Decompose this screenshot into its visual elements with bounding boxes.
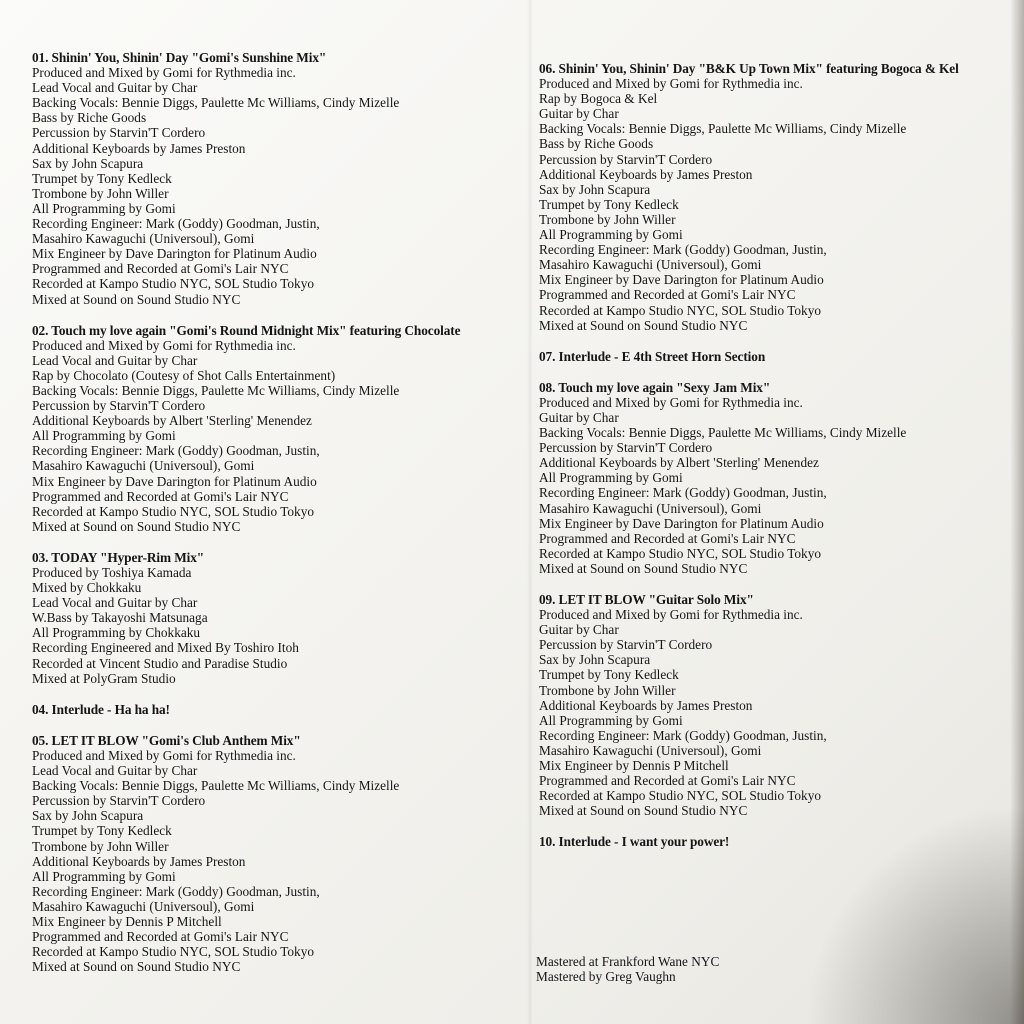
mastering-line: Mastered at Frankford Wane NYC <box>536 954 720 969</box>
track-block <box>32 550 527 686</box>
credit-line: Trombone by John Willer <box>32 185 169 201</box>
credit-line: Recorded at Kampo Studio NYC, SOL Studio Tokyo <box>539 788 821 804</box>
credit-line: Trombone by John Willer <box>539 682 676 698</box>
credit-line: Trumpet by Tony Kedleck <box>539 667 679 683</box>
credit-line: Percussion by Starvin'T Cordero <box>32 125 206 141</box>
credit-line: W.Bass by Takayoshi Matsunaga <box>32 610 208 626</box>
credit-line: Recording Engineer: Mark (Goddy) Goodman, Justin, <box>32 443 320 459</box>
credit-line: Lead Vocal and Guitar by Char <box>32 595 198 611</box>
credit-line: Recording Engineer: Mark (Goddy) Goodman, Justin, <box>539 242 827 258</box>
credit-line: Programmed and Recorded at Gomi's Lair NYC <box>539 287 796 303</box>
credit-line: Programmed and Recorded at Gomi's Lair NYC <box>32 261 289 277</box>
credit-line: Mixed at Sound on Sound Studio NYC <box>539 317 748 333</box>
credit-line: Recording Engineer: Mark (Goddy) Goodman, Justin, <box>32 216 320 232</box>
credit-line: Recorded at Vincent Studio and Paradise Studio <box>32 655 288 671</box>
credit-line: Recording Engineered and Mixed By Toshiro Itoh <box>32 640 299 656</box>
credit-line: Sax by John Scapura <box>32 808 144 824</box>
credit-line: Percussion by Starvin'T Cordero <box>539 637 713 653</box>
credit-line: Produced and Mixed by Gomi for Rythmedia inc. <box>32 747 296 763</box>
credit-line: Programmed and Recorded at Gomi's Lair NYC <box>32 929 289 945</box>
credit-line: Produced and Mixed by Gomi for Rythmedia inc. <box>32 337 296 353</box>
credit-line: All Programming by Gomi <box>32 868 176 884</box>
credit-line: Sax by John Scapura <box>539 181 651 197</box>
credit-line: Lead Vocal and Guitar by Char <box>32 80 198 96</box>
credit-line: Backing Vocals: Bennie Diggs, Paulette Mc Williams, Cindy Mizelle <box>32 778 400 794</box>
track-block <box>32 323 527 534</box>
credit-line: Recorded at Kampo Studio NYC, SOL Studio Tokyo <box>32 276 314 292</box>
credit-line: Mixed at Sound on Sound Studio NYC <box>32 959 241 975</box>
credit-line: Masahiro Kawaguchi (Universoul), Gomi <box>32 458 255 474</box>
credit-line: Percussion by Starvin'T Cordero <box>32 793 206 809</box>
track-block <box>539 349 1019 364</box>
credit-line: Produced and Mixed by Gomi for Rythmedia inc. <box>539 394 803 410</box>
credit-line: Additional Keyboards by James Preston <box>539 166 753 182</box>
credit-line: Additional Keyboards by James Preston <box>32 853 246 869</box>
credit-line: Programmed and Recorded at Gomi's Lair NYC <box>539 530 796 546</box>
credit-line: Trumpet by Tony Kedleck <box>32 823 172 839</box>
credit-line: Mixed at Sound on Sound Studio NYC <box>32 291 241 307</box>
credit-line: Recording Engineer: Mark (Goddy) Goodman, Justin, <box>539 727 827 743</box>
track-title: 09. LET IT BLOW "Guitar Solo Mix" <box>539 592 754 607</box>
credit-line: Mix Engineer by Dennis P Mitchell <box>539 758 729 774</box>
mastering-line: Mastered by Greg Vaughn <box>536 969 676 985</box>
credit-line: Guitar by Char <box>539 106 619 122</box>
credit-line: Backing Vocals: Bennie Diggs, Paulette Mc Williams, Cindy Mizelle <box>539 425 907 441</box>
track-title: 02. Touch my love again "Gomi's Round Midnight Mix" featuring Chocolate <box>32 322 461 338</box>
credit-line: Trombone by John Willer <box>539 211 676 227</box>
track-title: 08. Touch my love again "Sexy Jam Mix" <box>539 379 771 395</box>
credit-line: Trumpet by Tony Kedleck <box>32 170 172 186</box>
credit-line: Mixed at Sound on Sound Studio NYC <box>539 560 748 576</box>
credit-line: Mixed by Chokkaku <box>32 580 142 596</box>
track-block <box>539 61 1019 333</box>
credit-line: Lead Vocal and Guitar by Char <box>32 352 198 368</box>
credit-line: Produced and Mixed by Gomi for Rythmedia inc. <box>539 76 803 92</box>
track-title: 10. Interlude - I want your power! <box>539 834 730 850</box>
credit-line: Mix Engineer by Dave Darington for Platinum Audio <box>32 246 317 262</box>
credit-line: All Programming by Gomi <box>539 227 683 243</box>
credit-line: Mixed at Sound on Sound Studio NYC <box>539 803 748 819</box>
credit-line: Masahiro Kawaguchi (Universoul), Gomi <box>32 231 255 247</box>
credit-line: Rap by Bogoca & Kel <box>539 91 658 107</box>
credit-line: Recorded at Kampo Studio NYC, SOL Studio Tokyo <box>32 944 314 960</box>
track-title: 03. TODAY "Hyper-Rim Mix" <box>32 549 205 565</box>
track-block <box>32 50 527 307</box>
track-block <box>32 733 527 975</box>
credit-line: Additional Keyboards by James Preston <box>539 697 753 713</box>
credit-line: Mix Engineer by Dave Darington for Platinum Audio <box>32 473 317 489</box>
credit-line: Produced and Mixed by Gomi for Rythmedia inc. <box>32 65 296 81</box>
credit-line: Mix Engineer by Dave Darington for Platinum Audio <box>539 515 824 531</box>
credit-line: Masahiro Kawaguchi (Universoul), Gomi <box>539 257 762 273</box>
mastering-credits <box>536 954 719 984</box>
credit-line: Bass by Riche Goods <box>539 136 654 152</box>
credit-line: Produced by Toshiya Kamada <box>32 565 192 580</box>
track-block <box>539 592 1019 818</box>
credit-line: Produced and Mixed by Gomi for Rythmedia inc. <box>539 607 803 623</box>
credit-line: Rap by Chocolato (Coutesy of Shot Calls Entertainment) <box>32 367 336 383</box>
track-block <box>539 834 1019 849</box>
credit-line: Sax by John Scapura <box>32 155 144 171</box>
credit-line: All Programming by Gomi <box>32 428 176 444</box>
credit-line: Programmed and Recorded at Gomi's Lair NYC <box>32 488 289 504</box>
credit-line: Trumpet by Tony Kedleck <box>539 196 679 212</box>
credit-line: Recorded at Kampo Studio NYC, SOL Studio Tokyo <box>32 503 314 519</box>
credit-line: Backing Vocals: Bennie Diggs, Paulette Mc Williams, Cindy Mizelle <box>539 121 907 137</box>
credit-line: Additional Keyboards by Albert 'Sterling' Menendez <box>539 455 819 471</box>
credit-line: Backing Vocals: Bennie Diggs, Paulette Mc Williams, Cindy Mizelle <box>32 95 400 111</box>
credit-line: Mixed at PolyGram Studio <box>32 670 176 686</box>
credit-line: Recorded at Kampo Studio NYC, SOL Studio Tokyo <box>539 302 821 318</box>
credit-line: Additional Keyboards by James Preston <box>32 140 246 156</box>
page-fold-shadow <box>527 0 533 1024</box>
credit-line: Mix Engineer by Dave Darington for Platinum Audio <box>539 272 824 288</box>
track-block <box>539 380 1019 576</box>
credit-line: Percussion by Starvin'T Cordero <box>539 440 713 456</box>
credit-line: Mix Engineer by Dennis P Mitchell <box>32 913 222 929</box>
track-title: 07. Interlude - E 4th Street Horn Section <box>539 348 766 364</box>
credit-line: Mixed at Sound on Sound Studio NYC <box>32 518 241 534</box>
credit-line: Backing Vocals: Bennie Diggs, Paulette Mc Williams, Cindy Mizelle <box>32 382 400 398</box>
credit-line: Additional Keyboards by Albert 'Sterling' Menendez <box>32 413 312 429</box>
credit-line: Masahiro Kawaguchi (Universoul), Gomi <box>32 898 255 914</box>
credit-line: Masahiro Kawaguchi (Universoul), Gomi <box>539 500 762 516</box>
credit-line: Recorded at Kampo Studio NYC, SOL Studio Tokyo <box>539 545 821 561</box>
credit-line: Sax by John Scapura <box>539 652 651 668</box>
credit-line: Percussion by Starvin'T Cordero <box>32 398 206 414</box>
credit-line: Recording Engineer: Mark (Goddy) Goodman, Justin, <box>539 485 827 501</box>
credit-line: Bass by Riche Goods <box>32 110 147 126</box>
credit-line: Masahiro Kawaguchi (Universoul), Gomi <box>539 742 762 758</box>
credit-line: Guitar by Char <box>539 409 619 425</box>
credit-line: All Programming by Gomi <box>539 712 683 728</box>
track-title: 05. LET IT BLOW "Gomi's Club Anthem Mix" <box>32 732 301 748</box>
credit-line: Guitar by Char <box>539 622 619 638</box>
credit-line: Lead Vocal and Guitar by Char <box>32 763 198 779</box>
right-credits-column <box>539 61 1019 866</box>
credit-line: All Programming by Gomi <box>32 200 176 216</box>
credit-line: Programmed and Recorded at Gomi's Lair NYC <box>539 773 796 789</box>
credit-line: Trombone by John Willer <box>32 838 169 854</box>
track-block <box>32 702 527 717</box>
credit-line: All Programming by Gomi <box>539 470 683 486</box>
track-title: 01. Shinin' You, Shinin' Day "Gomi's Sunshine Mix" <box>32 50 327 65</box>
track-title: 06. Shinin' You, Shinin' Day "B&K Up Town Mix" featuring Bogoca & Kel <box>539 61 959 76</box>
credit-line: Recording Engineer: Mark (Goddy) Goodman, Justin, <box>32 883 320 899</box>
track-title: 04. Interlude - Ha ha ha! <box>32 701 170 717</box>
credit-line: All Programming by Chokkaku <box>32 625 201 641</box>
left-credits-column <box>32 50 527 990</box>
credit-line: Percussion by Starvin'T Cordero <box>539 151 713 167</box>
